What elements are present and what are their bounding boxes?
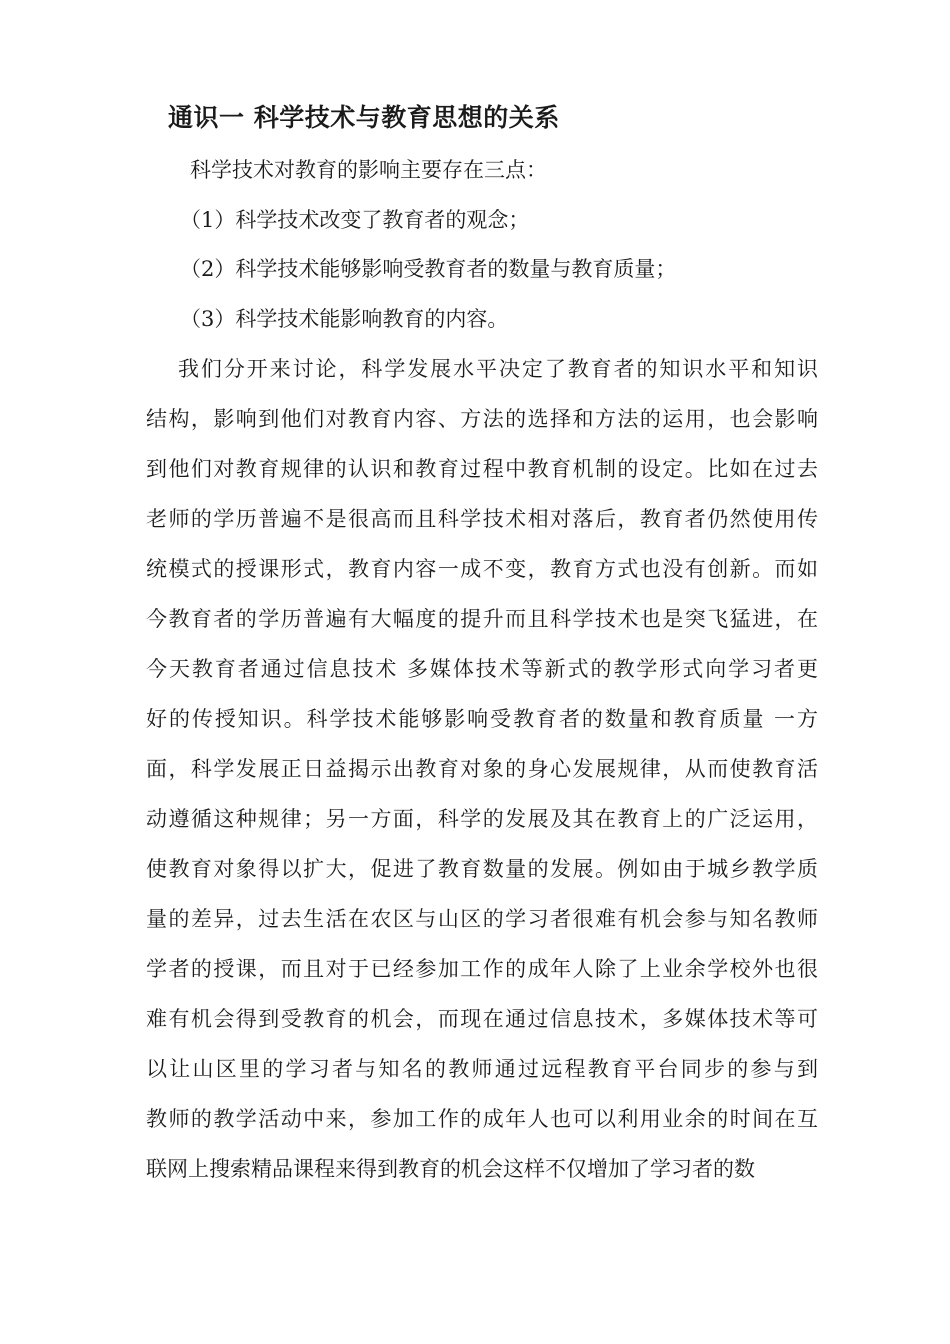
paragraph-line: 动遵循这种规律；另一方面，科学的发展及其在教育上的广泛运用，: [146, 807, 818, 831]
paragraph-line: 面，科学发展正日益揭示出教育对象的身心发展规律，从而使教育活: [146, 757, 818, 781]
intro-text: 科学技术对教育的影响主要存在三点：: [190, 158, 547, 182]
paragraph-line: 今天教育者通过信息技术 多媒体技术等新式的教学形式向学习者更: [146, 657, 818, 681]
paragraph-line: 统模式的授课形式，教育内容一成不变，教育方式也没有创新。而如: [146, 557, 818, 581]
document-title: 通识一 科学技术与教育思想的关系: [168, 103, 560, 132]
paragraph-line: 老师的学历普遍不是很高而且科学技术相对落后，教育者仍然使用传: [146, 507, 818, 531]
point-item: （3）科学技术能影响教育的内容。: [180, 307, 509, 331]
paragraph-line: 使教育对象得以扩大，促进了教育数量的发展。例如由于城乡教学质: [146, 857, 818, 881]
point-item: （1）科学技术改变了教育者的观念；: [180, 208, 530, 232]
paragraph-line: 难有机会得到受教育的机会，而现在通过信息技术，多媒体技术等可: [146, 1007, 818, 1031]
paragraph-line: 到他们对教育规律的认识和教育过程中教育机制的设定。比如在过去: [146, 457, 818, 481]
paragraph-line: 以让山区里的学习者与知名的教师通过远程教育平台同步的参与到: [146, 1057, 818, 1081]
body-paragraph: [146, 352, 818, 1202]
paragraph-line: 联网上搜索精品课程来得到教育的机会这样不仅增加了学习者的数: [146, 1157, 755, 1181]
paragraph-line: 学者的授课，而且对于已经参加工作的成年人除了上业余学校外也很: [146, 957, 818, 981]
paragraph-line: 我们分开来讨论，科学发展水平决定了教育者的知识水平和知识: [178, 357, 818, 381]
paragraph-line: 量的差异，过去生活在农区与山区的学习者很难有机会参与知名教师: [146, 907, 818, 931]
paragraph-line: 今教育者的学历普遍有大幅度的提升而且科学技术也是突飞猛进，在: [146, 607, 818, 631]
point-item: （2）科学技术能够影响受教育者的数量与教育质量；: [180, 257, 677, 281]
paragraph-line: 教师的教学活动中来，参加工作的成年人也可以利用业余的时间在互: [146, 1107, 818, 1131]
paragraph-line: 结构，影响到他们对教育内容、方法的选择和方法的运用，也会影响: [146, 407, 818, 431]
paragraph-line: 好的传授知识。科学技术能够影响受教育者的数量和教育质量 一方: [146, 707, 818, 731]
